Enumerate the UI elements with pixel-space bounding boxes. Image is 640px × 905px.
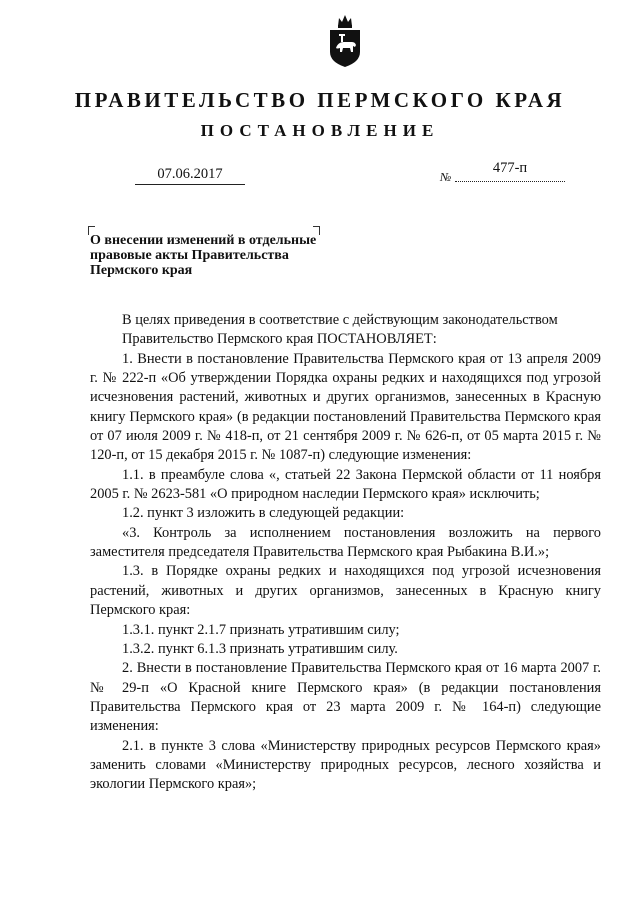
- number-sign: №: [440, 170, 452, 184]
- resolution-line: Правительство Пермского края ПОСТАНОВЛЯЕТ:: [122, 331, 437, 348]
- document-date: 07.06.2017: [135, 166, 245, 185]
- paragraph-item: 1. Внести в постановление Правительства Пермского края от 13 апреля 2009 г. № 222-п «Об утверждении Порядка охраны редких и находящихся под угрозой исчезновения растений, животных и других организмов, занесенных в Красную книгу Пермского края» (в редакции постановлений Правительства Пермского края от 07 июля 2009 г. № 418-п, от 21 сентября 2009 г. № 626-п, от 05 марта 2015 г. № 120-п, от 15 декабря 2015 г. № 1087-п) следующие изменения:: [90, 350, 601, 464]
- paragraph-item: 1.2. пункт 3 изложить в следующей редакции:: [122, 505, 405, 522]
- government-name: ПРАВИТЕЛЬСТВО ПЕРМСКОГО КРАЯ: [74, 88, 566, 112]
- document-body: [90, 311, 601, 795]
- document-type: ПОСТАНОВЛЕНИЕ: [200, 121, 440, 140]
- paragraph-item: «3. Контроль за исполнением постановления возложить на первого заместителя председателя Правительства Пермского края Рыбакина В.И.»;: [90, 524, 601, 561]
- coat-of-arms-icon: [326, 12, 364, 68]
- paragraph-item: 1.3.2. пункт 6.1.3 признать утратившим силу.: [122, 640, 398, 657]
- paragraph-item: 1.3.1. пункт 2.1.7 признать утратившим силу;: [122, 621, 400, 638]
- document-subject: О внесении изменений в отдельные правовые акты Правительства Пермского края: [90, 233, 317, 278]
- paragraph-item: 1.1. в преамбуле слова «, статьей 22 Закона Пермской области от 11 ноября 2005 г. № 2623-581 «О природном наследии Пермского края» исключить;: [90, 466, 601, 503]
- paragraph-item: 2.1. в пункте 3 слова «Министерству природных ресурсов Пермского края» заменить словами «Министерству природных ресурсов, лесного хозяйства и экологии Пермского края»;: [90, 737, 601, 793]
- paragraph-item: 1.3. в Порядке охраны редких и находящихся под угрозой исчезновения растений, животных и других организмов, занесенных в Красную книгу Пермского края:: [90, 563, 601, 619]
- preamble-line: В целях приведения в соответствие с действующим законодательством: [122, 312, 558, 328]
- document-number: 477-п: [455, 160, 565, 182]
- paragraph-item: 2. Внести в постановление Правительства Пермского края от 16 марта 2007 г. № 29-п «О Красной книге Пермского края» (в редакции постановления Правительства Пермского края от 23 марта 2009 г. № 164-п) следующие изменения:: [90, 660, 601, 735]
